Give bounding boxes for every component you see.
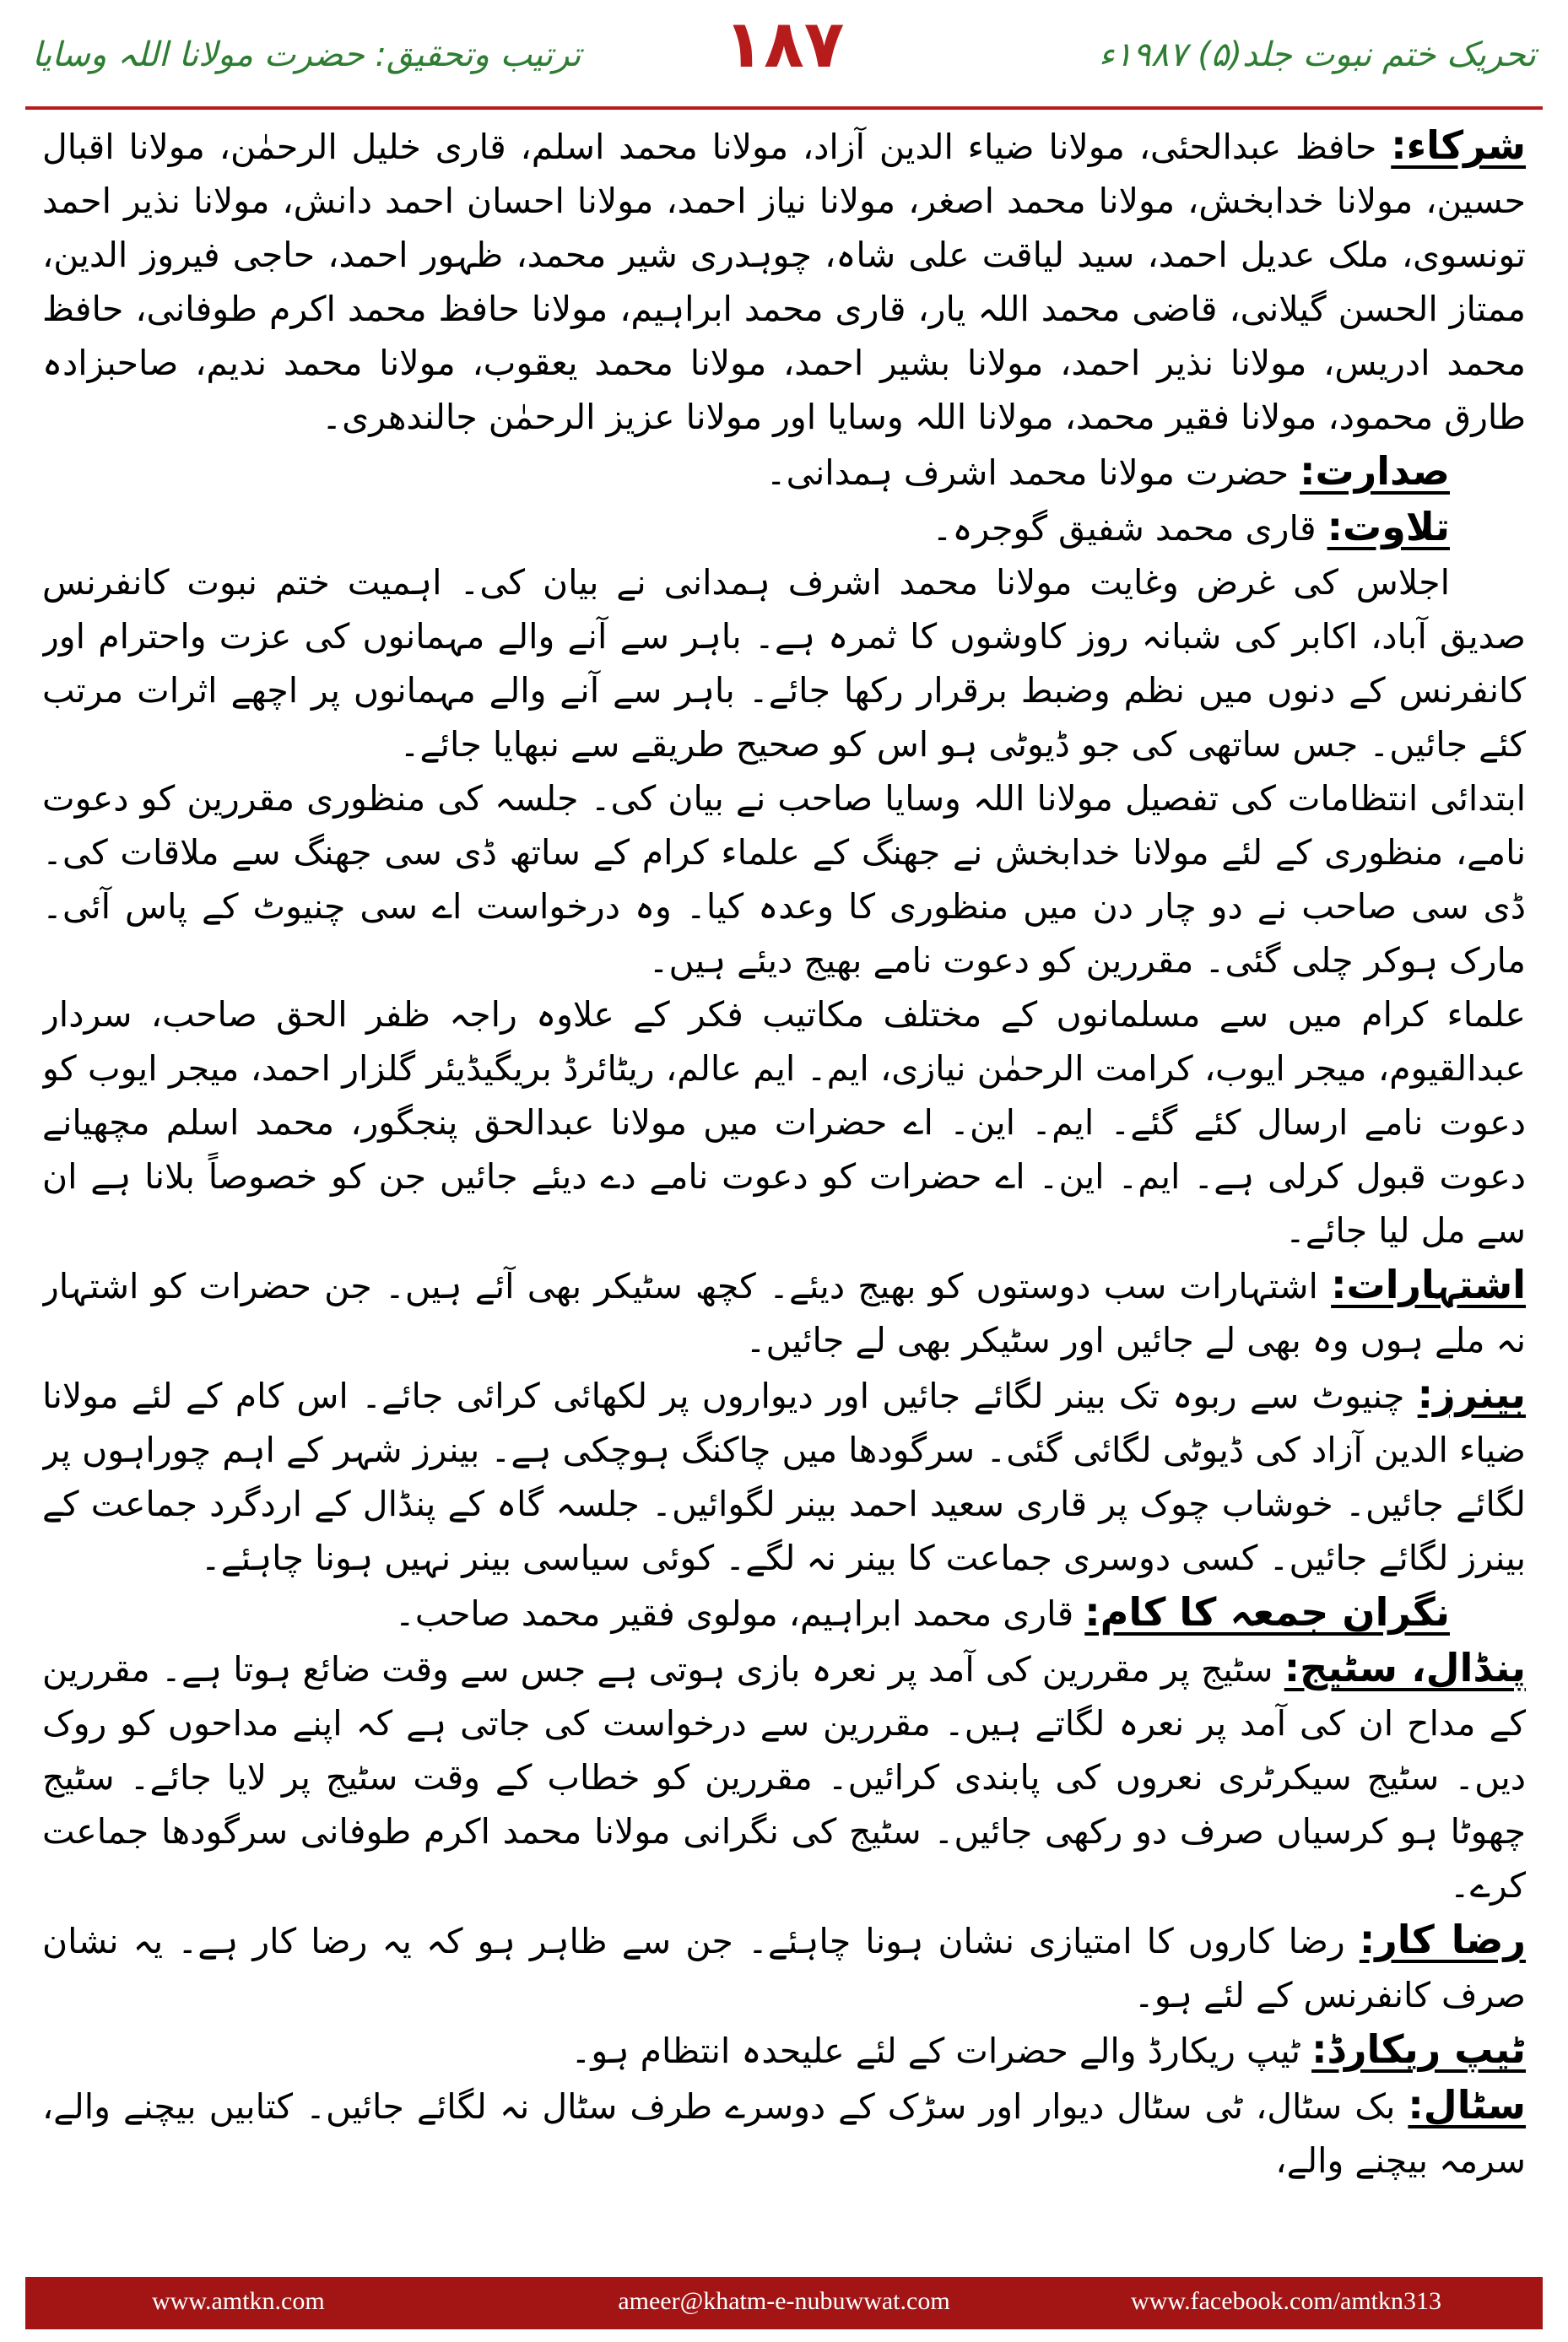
stall-text: بک سٹال، ٹی سٹال دیوار اور سڑک کے دوسرے طرف سٹال نہ لگائے جائیں۔ کتابیں بیچنے والے، سرمہ بیچنے والے، bbox=[42, 2086, 1526, 2181]
footer-website-link[interactable]: www.amtkn.com bbox=[152, 2287, 325, 2315]
recitation-label: تلاوت: bbox=[1327, 504, 1450, 549]
meeting-purpose-paragraph: اجلاس کی غرض وغایت مولانا محمد اشرف ہمدانی نے بیان کی۔ اہمیت ختم نبوت کانفرنس صدیق آباد، اکابر کی شبانہ روز کاوشوں کا ثمرہ ہے۔ باہر سے آنے والے مہمانوں کی عزت واحترام اور کانفرنس کے دنوں میں نظم وضبط برقرار رکھا جائے۔ باہر سے آنے والے مہمانوں پر اچھے اثرات مرتب کئے جائیں۔ جس ساتھی کی جو ڈیوٹی ہو اس کو صحیح طریقے سے نبھایا جائے۔ bbox=[42, 562, 1526, 765]
friday-supervisor-text: قاری محمد ابراہیم، مولوی فقیر محمد صاحب۔ bbox=[394, 1593, 1085, 1634]
recitation-paragraph bbox=[42, 500, 1526, 555]
pandal-stage-paragraph bbox=[42, 1641, 1526, 1912]
volunteers-text: رضا کاروں کا امتیازی نشان ہونا چاہئے۔ جن سے ظاہر ہو کہ یہ رضا کار ہے۔ یہ نشان صرف کانفرنس کے لئے ہو۔ bbox=[42, 1921, 1526, 2015]
header-divider bbox=[25, 106, 1543, 110]
pandal-stage-label: پنڈال، سٹیج: bbox=[1284, 1645, 1526, 1690]
stall-label: سٹال: bbox=[1408, 2082, 1526, 2128]
header-compiler: ترتیب وتحقیق: حضرت مولانا اللہ وسایا bbox=[32, 35, 581, 74]
posters-text: اشتہارات سب دوستوں کو بھیج دیئے۔ کچھ سٹیکر بھی آئے ہیں۔ جن حضرات کو اشتہار نہ ملے ہوں وہ بھی لے جائیں اور سٹیکر بھی لے جائیں۔ bbox=[42, 1266, 1526, 1360]
banners-label: بینرز: bbox=[1417, 1371, 1526, 1417]
pandal-stage-text: سٹیج پر مقررین کی آمد پر نعرہ بازی ہوتی ہے جس سے وقت ضائع ہوتا ہے۔ مقررین کے مداح ان کی آمد پر نعرہ لگاتے ہیں۔ مقررین سے درخواست کی جاتی ہے کہ اپنے مداحوں کو روک دیں۔ سٹیج سیکرٹری نعروں کی پابندی کرائیں۔ مقررین کو خطاب کے وقت سٹیج پر لایا جائے۔ سٹیج چھوٹا ہو کرسیاں صرف دو رکھی جائیں۔ سٹیج کی نگرانی مولانا محمد اکرم طوفانی سرگودھا جماعت کرے۔ bbox=[42, 1649, 1526, 1906]
presidency-label: صدارت: bbox=[1300, 448, 1450, 494]
page-body bbox=[42, 118, 1526, 2253]
presidency-text: حضرت مولانا محمد اشرف ہمدانی۔ bbox=[765, 452, 1300, 493]
header-book-title: تحریک ختم نبوت جلد(۵) ۱۹۸۷ء bbox=[1098, 35, 1536, 74]
volunteers-label: رضا کار: bbox=[1359, 1917, 1526, 1962]
volunteers-paragraph bbox=[42, 1912, 1526, 2022]
banners-text: چنیوٹ سے ربوہ تک بینر لگائے جائیں اور دیواروں پر لکھائی کرائی جائے۔ اس کام کے لئے مولانا ضیاء الدین آزاد کی ڈیوٹی لگائی گئی۔ سرگودھا میں چاکنگ ہوچکی ہے۔ بینرز شہر کے اہم چوراہوں پر لگائے جائیں۔ خوشاب چوک پر قاری سعید احمد بینر لگوائیں۔ جلسہ گاہ کے پنڈال کے اردگرد جماعت کے بینرز لگائے جائیں۔ کسی دوسری جماعت کا بینر نہ لگے۔ کوئی سیاسی بینر نہیں ہونا چاہئے۔ bbox=[42, 1376, 1526, 1578]
participants-label: شرکاء: bbox=[1391, 122, 1526, 168]
recitation-text: قاری محمد شفیق گوجرہ۔ bbox=[932, 508, 1327, 549]
participants-text: حافظ عبدالحئی، مولانا ضیاء الدین آزاد، مولانا محمد اسلم، قاری خلیل الرحمٰن، مولانا اقبال حسین، مولانا خدابخش، مولانا محمد اصغر، مولانا نیاز احمد، مولانا احسان احمد دانش، مولانا نذیر احمد تونسوی، ملک عدیل احمد، سید لیاقت علی شاہ، چوہدری شیر محمد، ظہور احمد، حاجی فیروز الدین، ممتاز الحسن گیلانی، قاضی محمد اللہ یار، قاری محمد ابراہیم، مولانا حافظ محمد اکرم طوفانی، حافظ محمد ادریس، مولانا نذیر احمد، مولانا بشیر احمد، مولانا محمد یعقوب، مولانا محمد ندیم، صاحبزادہ طارق محمود، مولانا فقیر محمد، مولانا اللہ وسایا اور مولانا عزیز الرحمٰن جالندھری۔ bbox=[42, 127, 1526, 437]
footer-facebook-link[interactable]: www.facebook.com/amtkn313 bbox=[1131, 2287, 1441, 2315]
tape-recorder-label: ٹیپ ریکارڈ: bbox=[1311, 2026, 1526, 2072]
page-footer bbox=[25, 2277, 1543, 2329]
stall-paragraph bbox=[42, 2078, 1526, 2188]
posters-label: اشتہارات: bbox=[1331, 1262, 1526, 1307]
friday-supervisor-paragraph bbox=[42, 1585, 1526, 1641]
friday-supervisor-label: نگران جمعہ کا کام: bbox=[1084, 1589, 1450, 1635]
page-header bbox=[25, 0, 1543, 101]
footer-email-link[interactable]: ameer@khatm-e-nubuwwat.com bbox=[618, 2287, 950, 2315]
tape-recorder-text: ٹیپ ریکارڈ والے حضرات کے لئے علیحدہ انتظام ہو۔ bbox=[570, 2031, 1312, 2071]
participants-paragraph bbox=[42, 118, 1526, 444]
initial-arrangements-paragraph: ابتدائی انتظامات کی تفصیل مولانا اللہ وسایا صاحب نے بیان کی۔ جلسہ کی منظوری مقررین کو دعوت نامے، منظوری کے لئے مولانا خدابخش نے جھنگ کے علماء کرام کے ساتھ ڈی سی جھنگ سے ملاقات کی۔ ڈی سی صاحب نے دو چار دن میں منظوری کا وعدہ کیا۔ وہ درخواست اے سی چنیوٹ کے پاس آئی۔ مارک ہوکر چلی گئی۔ مقررین کو دعوت نامے بھیج دیئے ہیں۔ bbox=[42, 778, 1526, 981]
tape-recorder-paragraph bbox=[42, 2022, 1526, 2078]
posters-paragraph bbox=[42, 1258, 1526, 1367]
presidency-paragraph bbox=[42, 444, 1526, 500]
invited-ulama-paragraph: علماء کرام میں سے مسلمانوں کے مختلف مکاتیب فکر کے علاوہ راجہ ظفر الحق صاحب، سردار عبدالقیوم، میجر ایوب، کرامت الرحمٰن نیازی، ایم۔ ایم عالم، ریٹائرڈ بریگیڈیئر گلزار احمد، میجر ایوب کو دعوت نامے ارسال کئے گئے۔ ایم۔ این۔ اے حضرات میں مولانا عبدالحق پنجگور، محمد اسلم مچھیانے دعوت قبول کرلی ہے۔ ایم۔ این۔ اے حضرات کو دعوت نامے دے دیئے جائیں جن کو خصوصاً بلانا ہے ان سے مل لیا جائے۔ bbox=[42, 994, 1526, 1251]
page-number: ۱۸۷ bbox=[723, 7, 845, 83]
banners-paragraph bbox=[42, 1367, 1526, 1585]
